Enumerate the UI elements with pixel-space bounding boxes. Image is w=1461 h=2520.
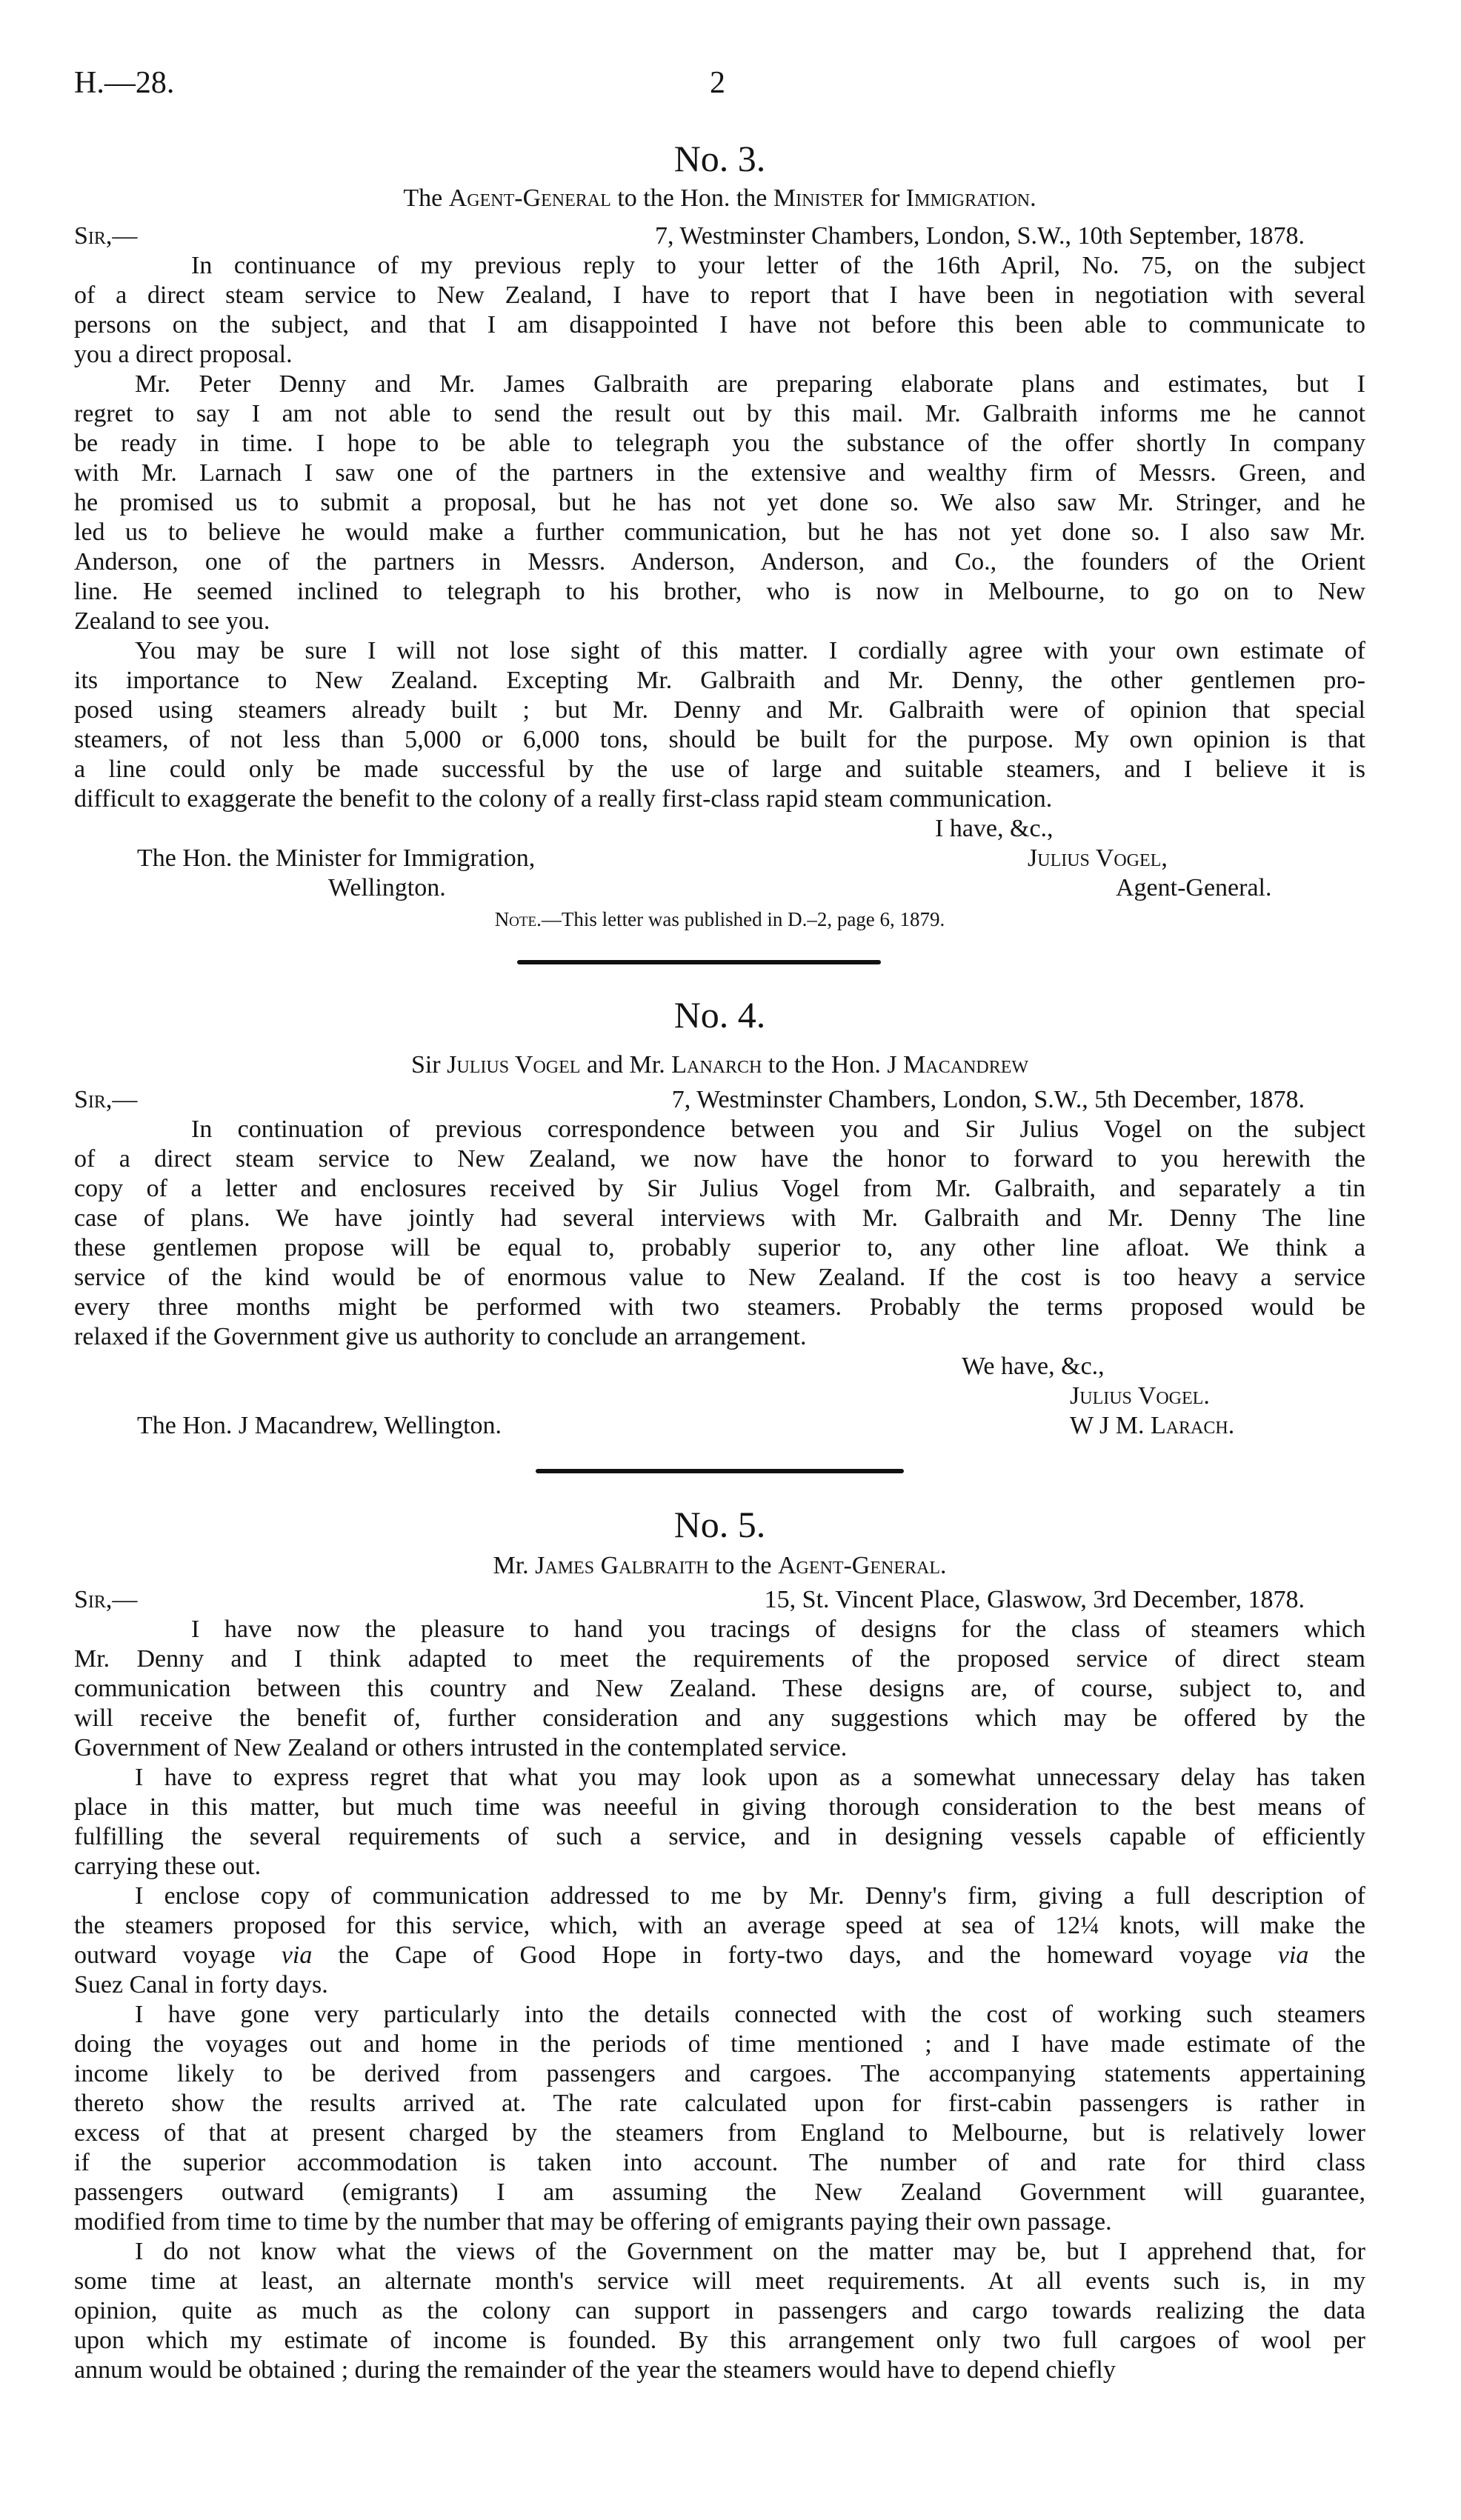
salutation-row: [74, 221, 1365, 251]
text-line: relaxed if the Government give us authority to conclude an arrangement.: [74, 1323, 807, 1350]
footnote: [74, 906, 1365, 933]
text-line: Government of New Zealand or others intrusted in the contemplated service.: [74, 1734, 848, 1761]
heading-segment: for: [864, 184, 906, 212]
running-head: [74, 65, 1365, 101]
page-number: 2: [710, 66, 725, 100]
italic-text: via: [1277, 1941, 1309, 1969]
heading-segment: Sir: [410, 1051, 447, 1079]
letter-body: [74, 1115, 1365, 1352]
letter-heading: [74, 1551, 1365, 1581]
text-line: I have now the pleasure to hand you tracings of designs for the class of steamers which: [191, 1616, 1365, 1643]
letter-number: No. 3.: [673, 138, 766, 179]
closing-row: [74, 1381, 1365, 1411]
letter-number: No. 4.: [673, 994, 766, 1036]
heading-segment: Agent-General.: [777, 1552, 947, 1579]
sender-address-date: 15, St. Vincent Place, Glaswow, 3rd December, 1878.: [764, 1586, 1305, 1613]
addressee: The Hon. J Macandrew, Wellington.: [137, 1412, 502, 1439]
text-line: opinion, quite as much as the colony can support in passengers and cargo towards realizing the data: [74, 2297, 1365, 2324]
letter-heading: [74, 1050, 1365, 1080]
salutation-row: [74, 1085, 1365, 1115]
paragraph: [74, 2237, 1365, 2385]
text-line: service of the kind would be of enormous value to New Zealand. If the cost is too heavy a service: [74, 1264, 1365, 1291]
document-page: [74, 0, 1365, 2385]
paragraph: [74, 1881, 1365, 2000]
text-line: led us to believe he would make a further communication, but he has not yet done so. I also saw Mr.: [74, 519, 1365, 546]
heading-segment: Macandrew: [903, 1051, 1029, 1079]
letter-no-5: [74, 1504, 1365, 2385]
text-line: passengers outward (emigrants) I am assuming the New Zealand Government will guarantee,: [74, 2179, 1365, 2206]
text-line: of a direct steam service to New Zealand, I have to report that I have been in negotiation with several: [74, 281, 1365, 309]
text-line: Mr. Denny and I think adapted to meet the requirements of the proposed service of direct steam: [74, 1645, 1365, 1673]
text-line: the steamers proposed for this service, which, with an average speed at sea of 12¼ knots, will make the: [74, 1912, 1365, 1939]
letter-body: [74, 251, 1365, 814]
text-line: Mr. Peter Denny and Mr. James Galbraith are preparing elaborate plans and estimates, but I: [135, 370, 1365, 398]
closing-row: [74, 844, 1365, 873]
text-line: In continuation of previous correspondence between you and Sir Julius Vogel on the subject: [191, 1116, 1365, 1143]
text-line: income likely to be derived from passengers and cargoes. The accompanying statements appertaining: [74, 2060, 1365, 2087]
section-divider: [536, 1469, 904, 1473]
letter-body: [74, 1615, 1365, 2385]
heading-segment: James Galbraith: [535, 1552, 709, 1579]
paragraph: [74, 370, 1365, 636]
text-line: excess of that at present charged by the steamers from England to Melbourne, but is relatively lower: [74, 2119, 1365, 2147]
italic-text: via: [281, 1941, 313, 1969]
text-line: doing the voyages out and home in the periods of time mentioned ; and I have made estimate of the: [74, 2030, 1365, 2058]
text-line: place in this matter, but much time was neeeful in giving thorough consideration to the best means of: [74, 1793, 1365, 1821]
addressee-location: Wellington.: [328, 874, 446, 901]
text-line: of a direct steam service to New Zealand, we now have the honor to forward to you herewith the: [74, 1145, 1365, 1173]
text-line: copy of a letter and enclosures received by Sir Julius Vogel from Mr. Galbraith, and separately a tin: [74, 1175, 1365, 1202]
complimentary-close: We have, &c.,: [962, 1353, 1105, 1380]
paragraph: [74, 2000, 1365, 2237]
text-line: I do not know what the views of the Government on the matter may be, but I apprehend that, for: [135, 2238, 1365, 2265]
text-line: fulfilling the several requirements of such a service, and in designing vessels capable of efficiently: [74, 1823, 1365, 1850]
heading-segment: Immigration.: [905, 184, 1036, 212]
paragraph: [74, 1615, 1365, 1763]
heading-segment: to the Hon. J: [762, 1051, 904, 1079]
footnote-label: Note.: [494, 908, 542, 930]
text-line: persons on the subject, and that I am disappointed I have not before this been able to communicate to: [74, 311, 1365, 339]
paragraph: [74, 1763, 1365, 1881]
sender-address-date: 7, Westminster Chambers, London, S.W., 10th September, 1878.: [655, 222, 1305, 250]
heading-segment: Lanarch: [671, 1051, 762, 1079]
text-segment: outward voyage: [74, 1941, 282, 1969]
text-line: case of plans. We have jointly had several interviews with Mr. Galbraith and Mr. Denny The line: [74, 1204, 1365, 1232]
heading-segment: Julius Vogel: [447, 1051, 581, 1079]
text-line: its importance to New Zealand. Excepting Mr. Galbraith and Mr. Denny, the other gentlemen pro-: [74, 667, 1365, 694]
letter-number: No. 5.: [673, 1504, 766, 1545]
paragraph: [74, 1115, 1365, 1352]
letter-no-3: [74, 138, 1365, 933]
text-line: if the superior accommodation is taken into account. The number of and rate for third class: [74, 2149, 1365, 2176]
text-line: these gentlemen propose will be equal to, probably superior to, any other line afloat. We think a: [74, 1234, 1365, 1261]
text-line: be ready in time. I hope to be able to telegraph you the substance of the offer shortly In company: [74, 430, 1365, 457]
heading-segment: Minister: [773, 184, 865, 212]
text-line: thereto show the results arrived at. The rate calculated upon for first-cabin passengers is rather in: [74, 2090, 1365, 2117]
text-line: you a direct proposal.: [74, 341, 293, 368]
text-line: steamers, of not less than 5,000 or 6,000 tons, should be built for the purpose. My own opinion is that: [74, 726, 1365, 753]
text-line: carrying these out.: [74, 1853, 262, 1880]
salutation: Sir,—: [74, 1586, 138, 1613]
salutation: Sir,—: [74, 1086, 138, 1113]
signer: Julius Vogel.: [1070, 1382, 1210, 1410]
salutation: Sir,—: [74, 222, 138, 250]
text-line: with Mr. Larnach I saw one of the partners in the extensive and wealthy firm of Messrs. Green, and: [74, 459, 1365, 487]
text-line: regret to say I am not able to send the result out by this mail. Mr. Galbraith informs me he cannot: [74, 400, 1365, 427]
heading-segment: Agent-General: [448, 184, 611, 212]
text-line: posed using steamers already built ; but Mr. Denny and Mr. Galbraith were of opinion that special: [74, 696, 1365, 724]
text-line: I enclose copy of communication addressed to me by Mr. Denny's firm, giving a full description of: [135, 1882, 1365, 1910]
sender-address-date: 7, Westminster Chambers, London, S.W., 5th December, 1878.: [671, 1086, 1305, 1113]
text-line: difficult to exaggerate the benefit to the colony of a really first-class rapid steam communication.: [74, 785, 1053, 813]
salutation-row: [74, 1585, 1365, 1615]
heading-segment: The: [403, 184, 449, 212]
heading-segment: Mr.: [493, 1552, 536, 1579]
heading-segment: to the Hon. the: [610, 184, 773, 212]
text-line: You may be sure I will not lose sight of this matter. I cordially agree with your own estimate of: [135, 637, 1365, 664]
text-line: some time at least, an alternate month's service will meet requirements. At all events such is, in my: [74, 2267, 1365, 2295]
letter-no-4: [74, 994, 1365, 1441]
text-line: line. He seemed inclined to telegraph to his brother, who is now in Melbourne, to go on to New: [74, 578, 1365, 605]
paragraph: [74, 636, 1365, 814]
heading-segment: and Mr.: [580, 1051, 672, 1079]
text-line: Zealand to see you.: [74, 607, 270, 635]
text-line: will receive the benefit of, further consideration and any suggestions which may be offered by the: [74, 1704, 1365, 1732]
text-line: [74, 1941, 1365, 1970]
text-line: I have to express regret that what you may look upon as a somewhat unnecessary delay has taken: [135, 1764, 1365, 1791]
closing-row: [74, 873, 1365, 903]
closing-row: [74, 1352, 1365, 1381]
heading-segment: to the: [708, 1552, 778, 1579]
paragraph: [74, 251, 1365, 370]
text-segment: the: [1308, 1941, 1365, 1969]
complimentary-close: I have, &c.,: [935, 815, 1054, 842]
text-line: every three months might be performed with two steamers. Probably the terms proposed would be: [74, 1293, 1365, 1321]
text-line: communication between this country and New Zealand. These designs are, of course, subject to, and: [74, 1675, 1365, 1702]
text-line: upon which my estimate of income is founded. By this arrangement only two full cargoes of wool per: [74, 2327, 1365, 2354]
letter-heading: [74, 184, 1365, 213]
text-segment: the Cape of Good Hope in forty-two days, and the homeward voyage: [312, 1941, 1278, 1969]
text-line: he promised us to submit a proposal, but he has not yet done so. We also saw Mr. Stringer, and he: [74, 489, 1365, 516]
text-line: modified from time to time by the number that may be offering of emigrants paying their own passage.: [74, 2208, 1112, 2236]
text-line: In continuance of my previous reply to your letter of the 16th April, No. 75, on the subject: [191, 252, 1365, 279]
closing-row: [74, 814, 1365, 844]
closing-row: [74, 1411, 1365, 1441]
addressee: The Hon. the Minister for Immigration,: [137, 844, 536, 872]
text-line: Anderson, one of the partners in Messrs. Anderson, Anderson, and Co., the founders of the Orient: [74, 548, 1365, 576]
footnote-text: —This letter was published in D.–2, page 6, 1879.: [541, 908, 945, 930]
co-signer: W J M. Larach.: [1070, 1412, 1235, 1439]
section-divider: [517, 960, 881, 964]
signer: Julius Vogel,: [1028, 844, 1168, 872]
text-line: I have gone very particularly into the details connected with the cost of working such steamers: [135, 2001, 1365, 2028]
signer-title: Agent-General.: [1116, 874, 1272, 901]
text-line: Suez Canal in forty days.: [74, 1971, 328, 1999]
paper-code: H.—28.: [74, 66, 175, 100]
text-line: annum would be obtained ; during the remainder of the year the steamers would have to depend chiefly: [74, 2356, 1116, 2384]
text-line: a line could only be made successful by the use of large and suitable steamers, and I believe it is: [74, 756, 1365, 783]
